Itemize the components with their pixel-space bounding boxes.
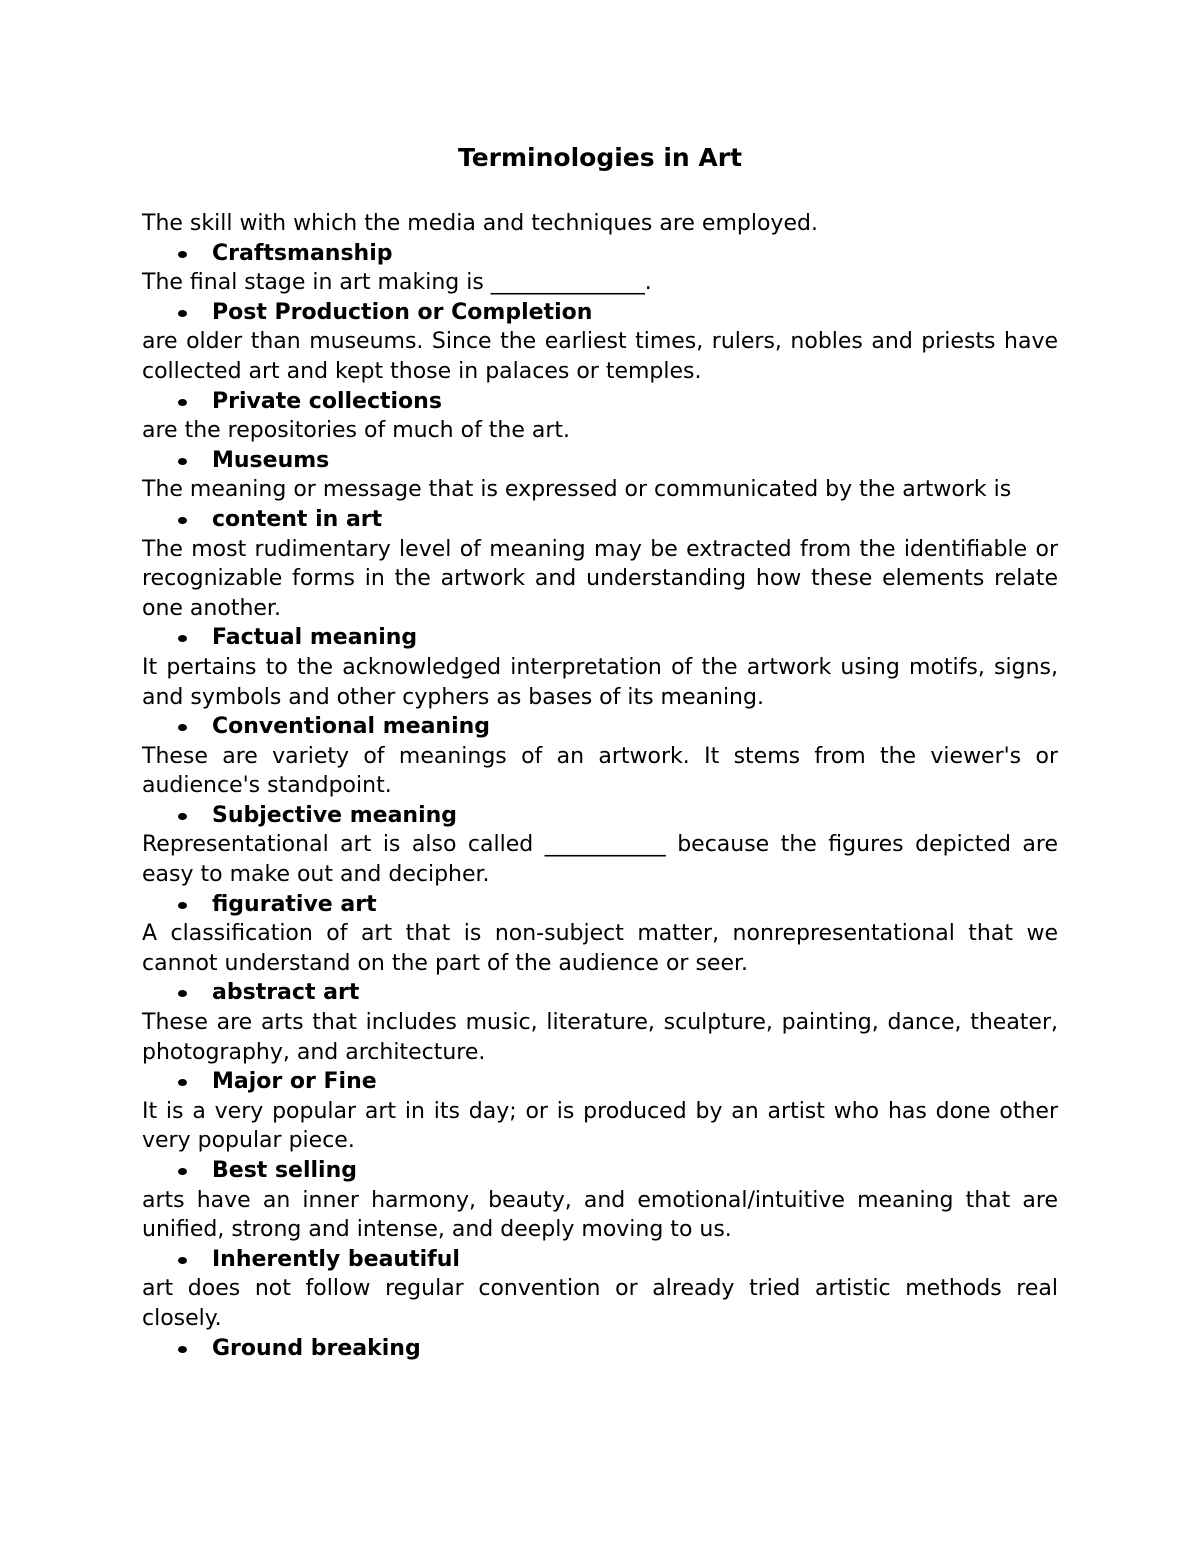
term-label: Craftsmanship [212, 240, 393, 266]
item-term [142, 801, 1058, 831]
term-label: content in art [212, 506, 383, 532]
item-description: A classification of art that is non-subject matter, nonrepresentational that we cannot understand on the part of the audience or seer. [142, 921, 1058, 976]
term-label: Private collections [212, 388, 442, 414]
bullet-icon [178, 399, 187, 406]
document-title: Terminologies in Art [457, 143, 743, 172]
item-term [142, 505, 1058, 535]
item-term [142, 978, 1058, 1008]
term-label: figurative art [212, 891, 377, 917]
term-label: Inherently beautiful [212, 1246, 460, 1272]
item-description: These are variety of meanings of an artwork. It stems from the viewer's or audience's standpoint. [142, 743, 1058, 799]
bullet-icon [178, 724, 187, 731]
bullet-icon [178, 1257, 187, 1264]
item-description: These are arts that includes music, literature, sculpture, painting, dance, theater, photography, and architecture. [142, 1010, 1058, 1065]
item-description: are older than museums. Since the earliest times, rulers, nobles and priests have collected art and kept those in palaces or temples. [142, 329, 1058, 384]
item-description: arts have an inner harmony, beauty, and emotional/intuitive meaning that are unified, strong and intense, and deeply moving to us. [142, 1187, 1058, 1243]
bullet-icon [178, 635, 187, 642]
item-term [142, 239, 1058, 269]
item-term [142, 1156, 1058, 1186]
item-term [142, 623, 1058, 653]
term-label: Museums [212, 447, 330, 473]
bullet-icon [178, 458, 187, 465]
item-description: art does not follow regular convention or already tried artistic methods real closely. [142, 1276, 1058, 1331]
bullet-icon [178, 1346, 187, 1353]
item-description: It is a very popular art in its day; or is produced by an artist who has done other very popular piece. [142, 1098, 1058, 1154]
item-term [142, 1334, 1058, 1364]
term-label: abstract art [212, 980, 360, 1006]
term-label: Post Production or Completion [212, 299, 593, 325]
item-description: Representational art is also called ___________ because the figures depicted are easy to make out and decipher. [142, 832, 1058, 888]
term-label: Conventional meaning [212, 714, 491, 740]
bullet-icon [178, 1168, 187, 1175]
term-label: Best selling [212, 1158, 358, 1183]
term-label: Subjective meaning [212, 802, 458, 828]
item-description: The most rudimentary level of meaning may be extracted from the identifiable or recognizable forms in the artwork and understanding how these elements relate one another. [142, 536, 1058, 621]
bullet-icon [178, 902, 187, 909]
item-term [142, 298, 1058, 328]
item-term [142, 387, 1058, 417]
term-label: Ground breaking [212, 1335, 421, 1361]
item-description: are the repositories of much of the art. [142, 418, 571, 444]
bullet-icon [178, 990, 187, 997]
term-label: Factual meaning [212, 625, 418, 651]
item-description: The meaning or message that is expressed or communicated by the artwork is [142, 477, 1012, 503]
item-term [142, 890, 1058, 920]
bullet-icon [178, 813, 187, 820]
item-description: The skill with which the media and techniques are employed. [142, 211, 818, 236]
bullet-icon [178, 251, 187, 258]
item-term [142, 1067, 1058, 1097]
bullet-icon [178, 310, 187, 317]
document-body [142, 140, 1058, 1363]
item-description: The final stage in art making is ______________. [142, 270, 652, 296]
item-term [142, 712, 1058, 742]
term-label: Major or Fine [212, 1069, 377, 1095]
item-term [142, 446, 1058, 476]
term-list [142, 209, 1058, 1363]
bullet-icon [178, 517, 187, 524]
item-term [142, 1245, 1058, 1275]
item-description: It pertains to the acknowledged interpretation of the artwork using motifs, signs, and symbols and other cyphers as bases of its meaning. [142, 654, 1058, 710]
bullet-icon [178, 1079, 187, 1086]
